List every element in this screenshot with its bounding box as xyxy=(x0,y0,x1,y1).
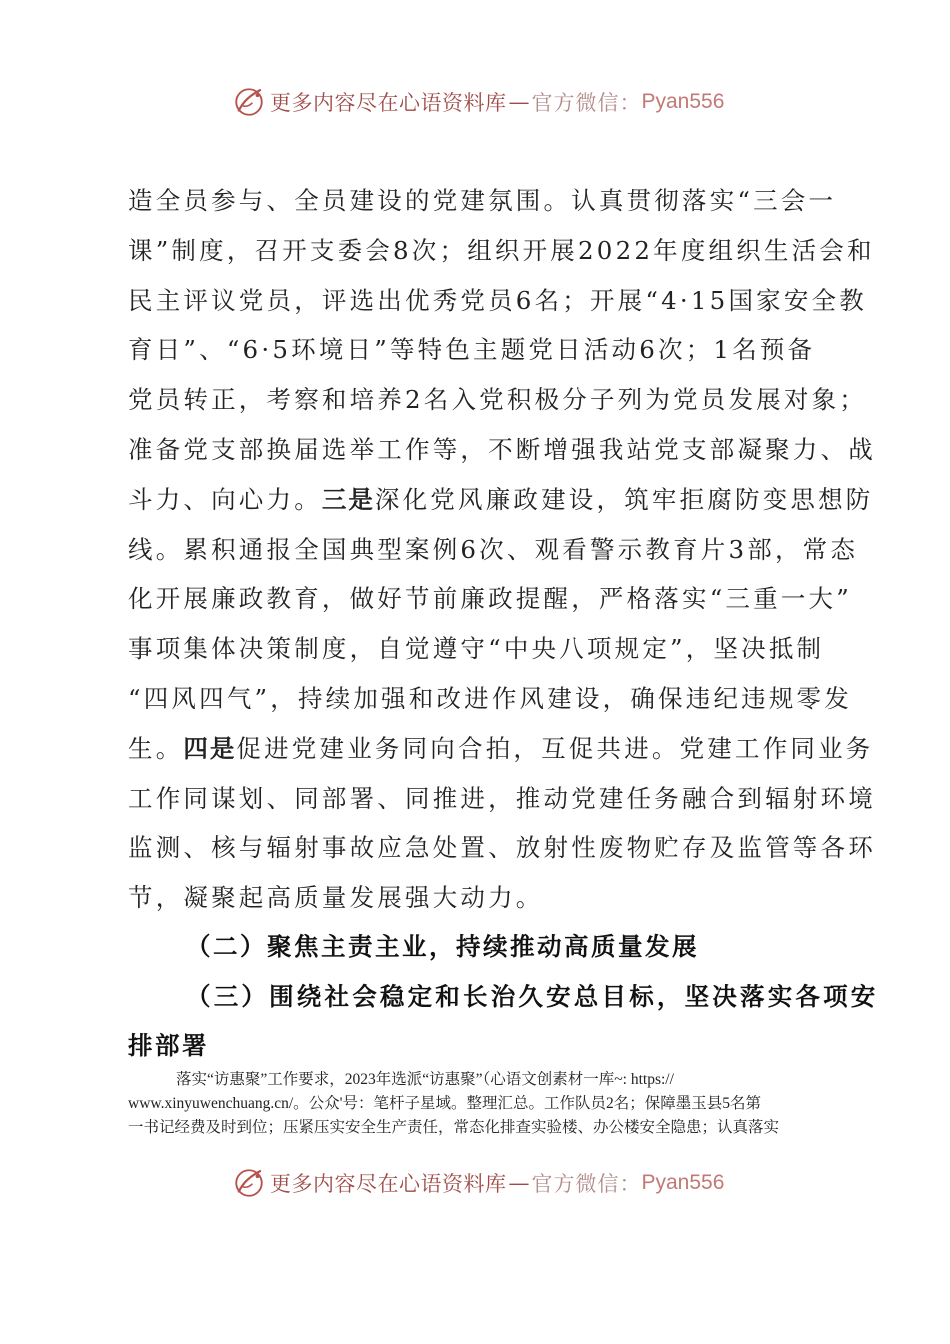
body-paragraph xyxy=(128,176,876,923)
bold-marker-fourth: 四是 xyxy=(183,733,237,763)
text-line: 党员转正，考察和培养2名入党积极分子列为党员发展对象； xyxy=(128,385,867,415)
banner-main-text: 更多内容尽在心语资料库 xyxy=(270,1172,507,1196)
text-line: “四风四气”，持续加强和改进作风建设，确保违纪违规零发 xyxy=(128,683,852,713)
text-line: 工作同谋划、同部署、同推进，推动党建任务融合到辐射环境 xyxy=(128,783,876,813)
banner-wechat-id: Pyan556 xyxy=(641,90,725,113)
text-line xyxy=(128,724,874,774)
text-line: 化开展廉政教育，做好节前廉政提醒，严格落实“三重一大” xyxy=(128,584,852,614)
text-line: 节，凝聚起高质量发展强大动力。 xyxy=(128,883,544,913)
banner-wechat-label: 官方微信： xyxy=(531,1172,642,1196)
banner-main-text: 更多内容尽在心语资料库 xyxy=(270,91,507,115)
text-line: 事项集体决策制度，自觉遵守“中央八项规定”，坚决抵制 xyxy=(128,634,825,664)
text-line: www.xinyuwenchuang.cn/。公众'号：笔杆子星域。整理汇总。工作队员2名；保障墨玉县5名第 xyxy=(128,1095,761,1112)
text-segment: 促进党建业务同向合拍，互促共进。党建工作同业务 xyxy=(236,733,874,763)
section-heading-3-cont: 排部署 xyxy=(128,1031,209,1060)
text-segment: 深化党风廉政建设，筑牢拒腐防变思想防 xyxy=(374,484,874,514)
banner-dash: — xyxy=(508,1171,530,1195)
text-line: 民主评议党员，评选出优秀党员6名；开展“4·15国家安全教 xyxy=(128,285,867,315)
text-line: 课”制度，召开支委会8次；组织开展2022年度组织生活会和 xyxy=(128,235,875,265)
text-line: 落实“访惠聚”工作要求，2023年选派“访惠聚”（心语文创素材一库~: https:// xyxy=(176,1071,674,1088)
text-segment: 生。 xyxy=(128,733,184,763)
watermark-banner-bottom xyxy=(232,1165,724,1201)
hand-pen-logo-icon xyxy=(232,85,266,119)
banner-dash: — xyxy=(508,90,530,114)
small-paragraph xyxy=(128,1068,833,1140)
hand-pen-logo-icon xyxy=(232,1166,266,1200)
text-line: 线。累积通报全国典型案例6次、观看警示教育片3部，常态 xyxy=(128,534,859,564)
text-line: 一书记经费及时到位；压紧压实安全生产责任，常态化排查实验楼、办公楼安全隐患；认真落实 xyxy=(128,1119,780,1136)
banner-wechat-label: 官方微信： xyxy=(531,91,642,115)
text-line xyxy=(128,475,874,525)
text-line: 准备党支部换届选举工作等，不断增强我站党支部凝聚力、战 xyxy=(128,434,876,464)
text-line: 育日”、“6·5环境日”等特色主题党日活动6次；1名预备 xyxy=(128,335,816,365)
banner-wechat-id: Pyan556 xyxy=(641,1171,725,1194)
text-line: 造全员参与、全员建设的党建氛围。认真贯彻落实“三会一 xyxy=(128,186,837,215)
bold-marker-third: 三是 xyxy=(321,484,375,514)
watermark-banner-top xyxy=(232,84,724,120)
text-line: 监测、核与辐射事故应急处置、放射性废物贮存及监管等各环 xyxy=(128,833,876,863)
section-heading-3: （三）围绕社会稳定和长治久安总目标，坚决落实各项安 xyxy=(186,982,879,1011)
text-segment: 斗力、向心力。 xyxy=(128,484,322,514)
section-heading-2: （二）聚焦主责主业，持续推动高质量发展 xyxy=(186,932,699,961)
